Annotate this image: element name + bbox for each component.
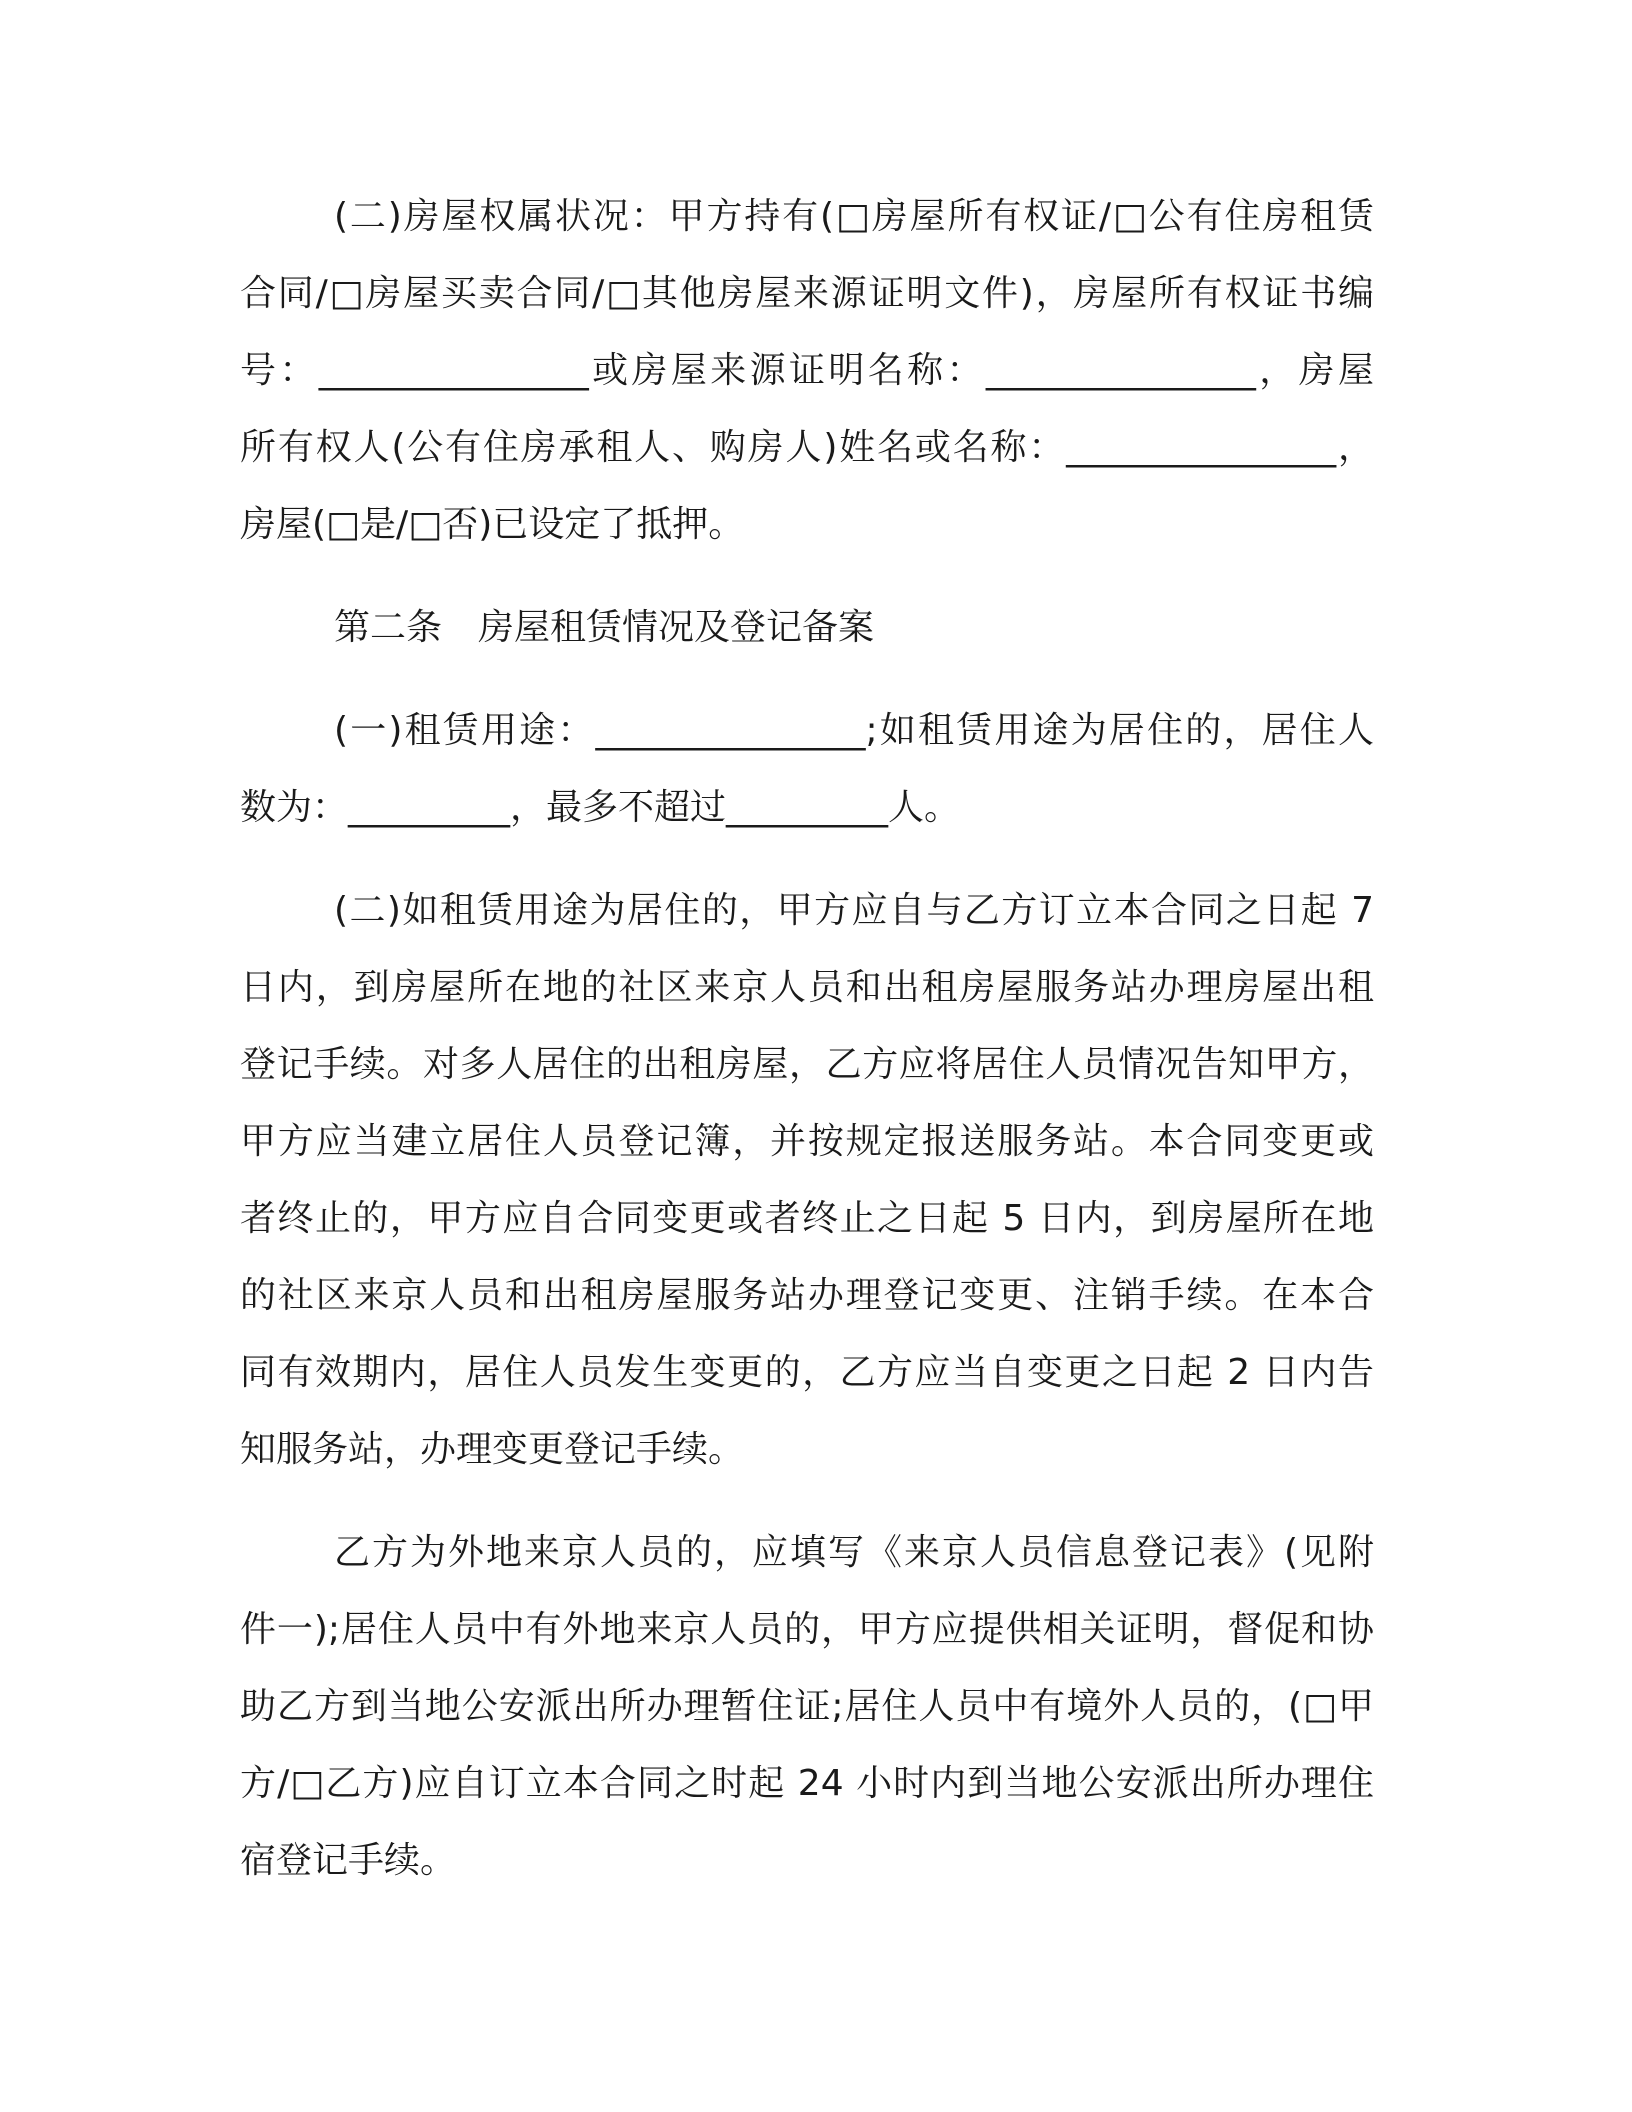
text-line: 的社区来京人员和出租房屋服务站办理登记变更、注销手续。在本合 [240, 1275, 1374, 1316]
text-line: 助乙方到当地公安派出所办理暂住证;居住人员中有境外人员的，(□甲 [240, 1686, 1374, 1727]
article-two-heading [240, 589, 1374, 666]
document-page [240, 178, 1374, 1925]
text-line: 日内，到房屋所在地的社区来京人员和出租房屋服务站办理房屋出租 [240, 967, 1374, 1008]
text-line: 同有效期内，居住人员发生变更的，乙方应当自变更之日起 2 日内告 [240, 1352, 1374, 1393]
ownership-status-paragraph [240, 178, 1374, 563]
text-line: 甲方应当建立居住人员登记簿，并按规定报送服务站。本合同变更或 [240, 1121, 1374, 1162]
text-line: 第二条 房屋租赁情况及登记备案 [334, 607, 875, 648]
text-line: (二)如租赁用途为居住的，甲方应自与乙方订立本合同之日起 7 [334, 890, 1374, 931]
text-line: (一)租赁用途：_______________;如租赁用途为居住的，居住人 [334, 710, 1374, 751]
text-line: 宿登记手续。 [240, 1840, 457, 1881]
text-line: 号：_______________或房屋来源证明名称：_______________，房屋 [240, 350, 1374, 391]
lease-purpose-paragraph [240, 692, 1374, 846]
text-line: 合同/□房屋买卖合同/□其他房屋来源证明文件)，房屋所有权证书编 [240, 273, 1374, 314]
non-local-residents-paragraph [240, 1514, 1374, 1899]
text-line: 数为：_________，最多不超过_________人。 [240, 787, 961, 828]
text-line: 知服务站，办理变更登记手续。 [240, 1429, 745, 1470]
text-line: 方/□乙方)应自订立本合同之时起 24 小时内到当地公安派出所办理住 [240, 1763, 1374, 1804]
text-line: 登记手续。对多人居住的出租房屋，乙方应将居住人员情况告知甲方， [240, 1044, 1374, 1085]
registration-paragraph [240, 872, 1374, 1488]
text-line: 所有权人(公有住房承租人、购房人)姓名或名称：_______________， [240, 427, 1374, 468]
text-line: 乙方为外地来京人员的，应填写《来京人员信息登记表》(见附 [334, 1532, 1374, 1573]
text-line: 房屋(□是/□否)已设定了抵押。 [240, 504, 745, 545]
text-line: 件一);居住人员中有外地来京人员的，甲方应提供相关证明，督促和协 [240, 1609, 1374, 1650]
text-line: 者终止的，甲方应自合同变更或者终止之日起 5 日内，到房屋所在地 [240, 1198, 1374, 1239]
text-line: (二)房屋权属状况：甲方持有(□房屋所有权证/□公有住房租赁 [334, 196, 1374, 237]
